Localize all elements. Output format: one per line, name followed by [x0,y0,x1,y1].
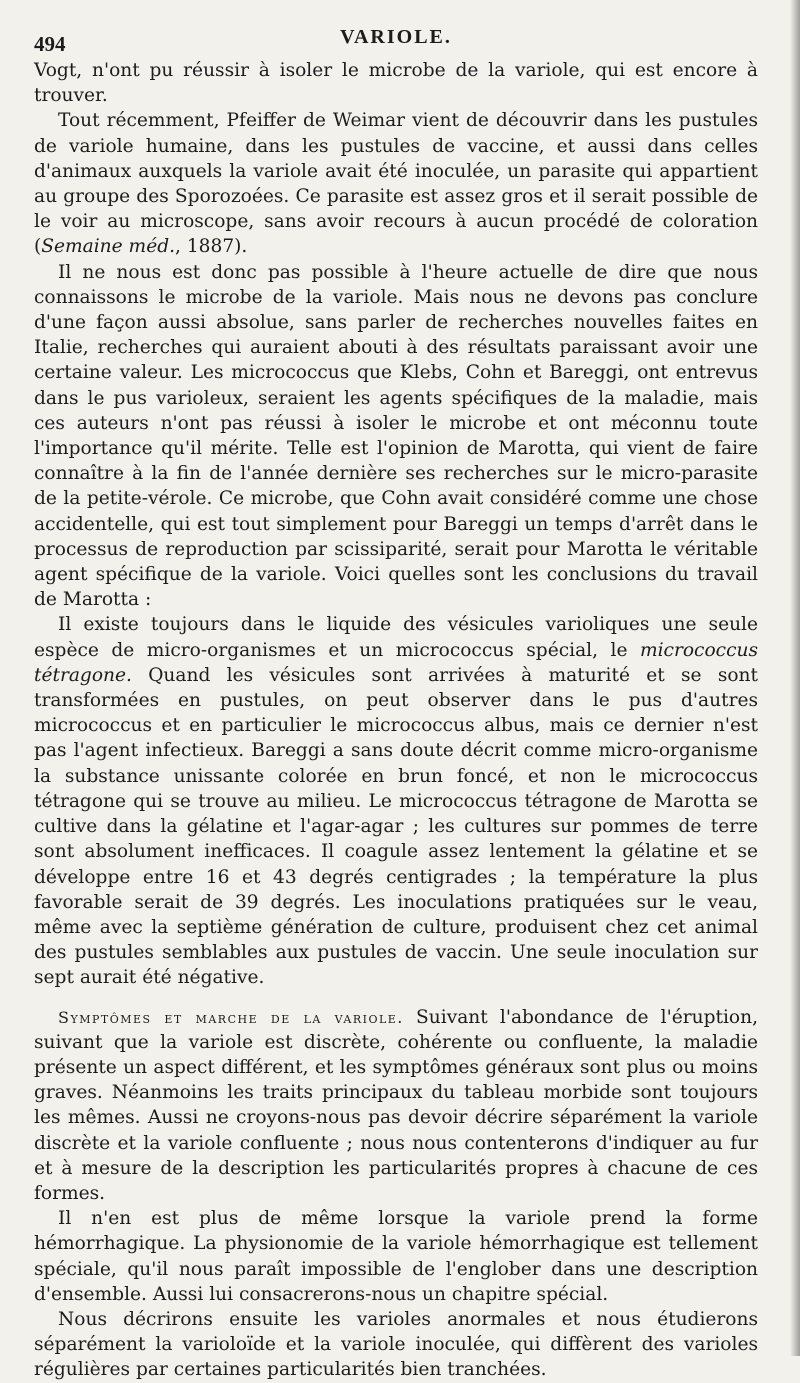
paragraph-varioles-anormales [34,1307,758,1383]
page-number: 494 [34,32,66,56]
paragraph-text: Nous décrirons ensuite les varioles anormales et nous étudierons séparément la varioloïde et la variole inoculée, qui diffèrent des varioles régulières par certaines particularités bien tranchées. [34,1308,758,1381]
section-heading: Symptômes et marche de la variole. [58,1007,404,1027]
paragraph-text: Tout récemment, Pfeiffer de Weimar vient de découvrir dans les pustules de variole humaine, dans les pustules de vaccine, et aussi dans celles d'animaux auxquels la variole avait été inoculée, un parasite qui appartient au groupe des Sporozoées. Ce parasite est assez gros et il serait possible de le voir au microscope, sans avoir recours à aucun procédé de coloration ( [34,110,758,258]
paragraph-text: Il n'en est plus de même lorsque la variole prend la forme hémorrhagique. La physionomie de la variole hémorrhagique est tellement spéciale, qu'il nous paraît impossible de l'englober dans une description d'ensemble. Aussi lui consacrerons-nous un chapitre spécial. [34,1208,758,1305]
paragraph-pfeiffer [34,108,758,259]
paragraph-symptomes [34,1005,758,1207]
paragraph-text: , 1887). [175,236,248,258]
paragraph-text: Suivant l'abondance de l'éruption, suivant que la variole est discrète, cohérente ou confluente, la maladie présente un aspect différent, et les symptômes généraux sont plus ou moins graves. Néanmoins les traits principaux du tableau morbide sont toujours les mêmes. Aussi ne croyons-nous pas devoir décrire séparément la variole discrète et la variole confluente ; nous nous contenterons d'indiquer au fur et à mesure de la description les particularités propres à chacune de ces formes. [34,1006,759,1204]
paragraph-marotta [34,260,758,613]
citation-title: Semaine méd. [41,236,176,258]
paragraph-hemorrhagique [34,1206,758,1307]
running-head [34,22,758,56]
running-title: VARIOLE. [340,26,452,48]
paragraph-conclusions [34,612,758,990]
paragraph-text: Quand les vésicules sont arrivées à maturité et se sont transformées en pustules, on peut observer dans le pus d'autres micrococcus et en particulier le micrococcus albus, mais ce dernier n'est pas l'agent infectieux. Bareggi a sans doute décrit comme micro-organisme la substance unissante colorée en brun foncé, et non le micrococcus tétragone qui se trouve au milieu. Le micrococcus tétragone de Marotta se cultive dans la gélatine et l'agar-agar ; les cultures sur pommes de terre sont absolument inefficaces. Il coagule assez lentement la gélatine et se développe entre 16 et 43 degrés centigrades ; la température la plus favorable serait de 39 degrés. Les inoculations pratiquées sur le veau, même avec la septième génération de culture, produisent chez cet animal des pustules semblables aux pustules de vaccin. Une seule inoculation sur sept aurait été négative. [34,664,758,989]
paragraph-text: Il ne nous est donc pas possible à l'heure actuelle de dire que nous connaissons le microbe de la variole. Mais nous ne devons pas conclure d'une façon aussi absolue, sans parler de recherches nouvelles faites en Italie, recherches qui auraient abouti à des résultats paraissant avoir une certaine valeur. Les micrococcus que Klebs, Cohn et Bareggi, ont entrevus dans le pus varioleux, seraient les agents spécifiques de la maladie, mais ces auteurs n'ont pas réussi à isoler le microbe et ont méconnu toute l'importance qu'il mérite. Telle est l'opinion de Marotta, qui vient de faire connaître à la fin de l'année dernière ses recherches sur le micro-parasite de la petite-vérole. Ce microbe, que Cohn avait considéré comme une chose accidentelle, qui est tout simplement pour Bareggi un temps d'arrêt dans le processus de reproduction par scissiparité, serait pour Marotta le véritable agent spécifique de la variole. Voici quelles sont les conclusions du travail de Marotta : [34,261,758,611]
paragraph-text: Vogt, n'ont pu réussir à isoler le microbe de la variole, qui est encore à trouver. [34,60,758,107]
species-name: micrococcus tétragone. [34,639,758,686]
paragraph-continuation [34,58,758,108]
paragraph-text: Il existe toujours dans le liquide des vésicules varioliques une seule espèce de micro-organismes et un micrococcus spécial, le [34,614,758,661]
